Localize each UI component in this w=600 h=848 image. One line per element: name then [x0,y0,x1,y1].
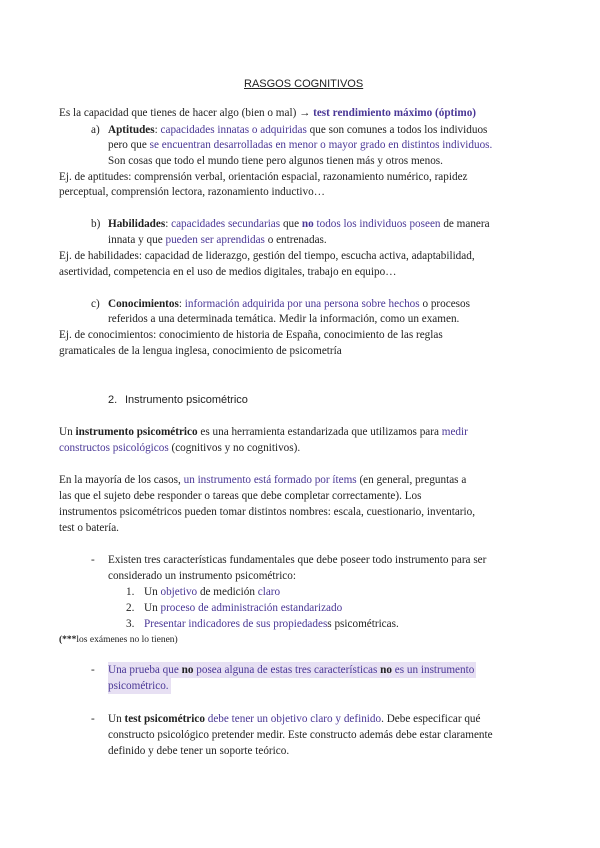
p1-text-2: es una herramienta estandarizada que utilizamos para [197,426,442,438]
habilidades-text-3: innata y que [108,234,166,246]
p1-text-3: (cognitivos y no cognitivos). [168,442,301,454]
bullet-3-highlight: debe tener un objetivo claro y definido [207,713,382,725]
habilidades-highlight-2: todos los individuos poseen [313,218,441,230]
bullet-1-dash: - [91,554,95,566]
aptitudes-line-1 [108,123,487,137]
habilidades-marker: b) [91,218,101,230]
conocimientos-term: Conocimientos [108,298,179,310]
conocimientos-sep: : [178,298,185,310]
aptitudes-example-1: Ej. de aptitudes: comprensión verbal, orientación espacial, razonamiento numérico, rapidez [59,171,468,183]
conocimientos-line-2: referidos a una determinada temática. Medir la información, como un examen. [108,313,460,325]
habilidades-highlight-1: capacidades secundarias [171,218,281,230]
intro-highlight: test rendimiento máximo (óptimo) [313,107,477,119]
section-number: 2. [108,394,118,406]
aptitudes-term: Aptitudes [108,124,155,136]
page-title: RASGOS COGNITIVOS [244,78,364,90]
section-title: Instrumento psicométrico [125,394,248,406]
bullet-2-no-2: no [380,664,392,676]
bullet-1-line-1: Existen tres características fundamentales que debe poseer todo instrumento para ser [108,554,487,566]
list-item-3-number: 3. [126,618,135,630]
p2-line-1 [59,473,466,487]
habilidades-no: no [301,218,314,230]
p2-text-1: En la mayoría de los casos, [59,474,184,486]
bullet-2-text-1: Una prueba que [108,664,182,676]
habilidades-text-2: de manera [440,218,490,230]
conocimientos-marker: c) [91,298,100,310]
habilidades-line-1 [108,217,490,231]
p2-line-3: instrumentos psicométricos pueden tomar distintos nombres: escala, cuestionario, inventario, [59,506,476,518]
aptitudes-text-1: que son comunes a todos los individuos [306,124,488,136]
bullet-3-line-3: definido y debe tener un soporte teórico. [108,745,290,757]
conocimientos-example-1: Ej. de conocimientos: conocimiento de historia de España, conocimiento de las reglas [59,329,443,341]
list-item-1-text-1: Un [144,586,161,598]
bullet-3-dash: - [91,713,95,725]
conocimientos-text-1: o procesos [419,298,470,310]
aptitudes-line-3: Son cosas que todo el mundo tiene pero algunos tienen más y otros menos. [108,155,443,167]
list-item-3-text: s psicométricas. [327,618,399,630]
p1-line-2 [59,441,300,455]
aptitudes-highlight-2: se encuentran desarrolladas en menor o mayor grado en distintos individuos. [149,139,493,151]
list-item-1-highlight-1: objetivo [160,586,198,598]
list-item-1 [144,585,280,599]
conocimientos-highlight: información adquirida por una persona sobre hechos [184,298,420,310]
aptitudes-marker: a) [91,124,100,136]
list-item-2 [144,601,342,615]
bullet-2-text-3: es un instrumento [391,664,475,676]
bullet-3-line-2: constructo psicológico pretender medir. Este constructo además debe estar claramente [108,729,493,741]
list-item-2-highlight: proceso de administración estandarizado [160,602,343,614]
bullet-3-term: test psicométrico [124,713,205,725]
intro-text: Es la capacidad que tienes de hacer algo (bien o mal) → [59,107,314,119]
note-text: los exámenes no lo tienen) [76,635,178,645]
note [59,633,178,647]
list-item-3 [144,617,399,631]
aptitudes-highlight-1: capacidades innatas o adquiridas [160,124,307,136]
p1-highlight-2: constructos psicológicos [59,442,169,454]
aptitudes-text-2: pero que [108,139,150,151]
p2-line-2: las que el sujeto debe responder o tareas que debe completar correctamente). Los [59,490,422,502]
habilidades-example-1: Ej. de habilidades: capacidad de liderazgo, gestión del tiempo, escucha activa, adaptabilidad, [59,250,475,262]
bullet-2-dash: - [91,664,95,676]
p1-highlight-1: medir [441,426,468,438]
bullet-2-text-2: posea alguna de estas tres características [193,664,381,676]
list-item-1-text-2: de medición [197,586,258,598]
habilidades-text-4: o entrenadas. [264,234,327,246]
bullet-3-line-1 [108,712,481,726]
list-item-3-highlight: Presentar indicadores de sus propiedades [144,618,328,630]
aptitudes-line-2 [108,138,492,152]
aptitudes-sep: : [154,124,161,136]
note-marker: (*** [59,635,77,645]
list-item-1-number: 1. [126,586,135,598]
habilidades-example-2: asertividad, competencia en el uso de medios digitales, trabajo en equipo… [59,266,397,278]
list-item-2-number: 2. [126,602,135,614]
habilidades-sep: : [165,218,172,230]
list-item-2-text-1: Un [144,602,161,614]
conocimientos-example-2: gramaticales de la lengua inglesa, conocimiento de psicometría [59,345,342,357]
p2-line-4: test o batería. [59,522,119,534]
p1-line-1 [59,425,468,439]
bullet-2-line-2: psicométrico. [108,680,169,692]
bullet-1-line-2: considerado un instrumento psicométrico: [108,570,296,582]
habilidades-text-1: que [280,218,302,230]
habilidades-line-2 [108,233,327,247]
p1-text-1: Un [59,426,76,438]
p1-term: instrumento psicométrico [75,426,198,438]
bullet-2-line-1 [108,662,476,678]
bullet-3-text-2: . Debe especificar qué [381,713,481,725]
intro-line [59,106,476,120]
p2-highlight: un instrumento está formado por ítems [183,474,357,486]
bullet-2-no-1: no [181,664,194,676]
list-item-1-highlight-2: claro [257,586,281,598]
habilidades-term: Habilidades [108,218,166,230]
bullet-3-text-1: Un [108,713,125,725]
conocimientos-line-1 [108,297,470,311]
habilidades-highlight-3: pueden ser aprendidas [165,234,265,246]
aptitudes-example-2: perceptual, comprensión lectora, razonamiento inductivo… [59,186,325,198]
p2-text-2: (en general, preguntas a [356,474,467,486]
